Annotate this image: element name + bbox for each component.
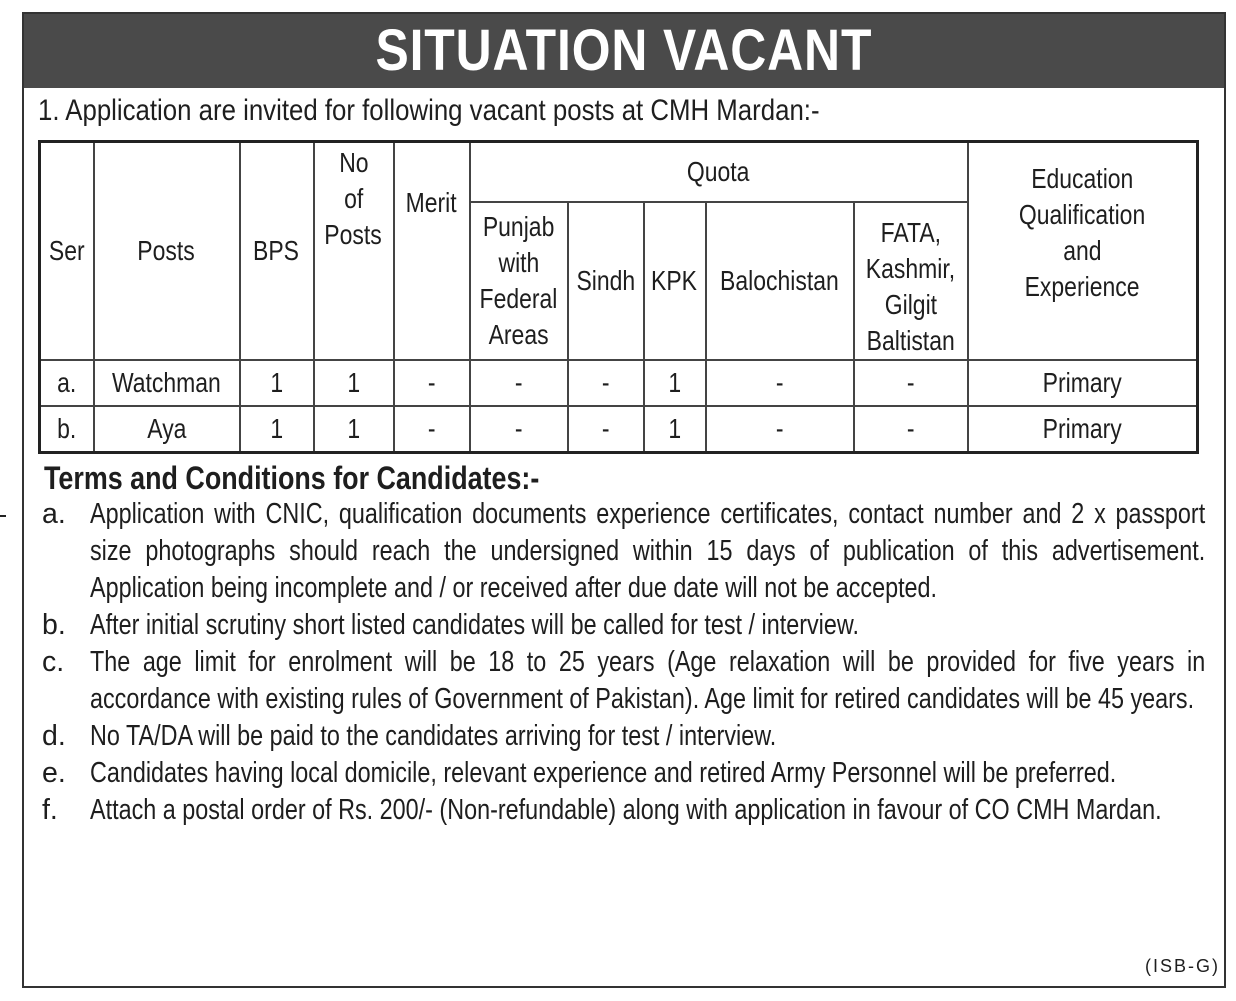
header-balochistan [706, 202, 854, 361]
term-letter: e. [42, 757, 66, 789]
list-item [40, 755, 1204, 792]
header-quota [470, 142, 968, 202]
cell-sindh-value: - [601, 367, 610, 399]
header-bps-label: BPS [253, 235, 300, 267]
cell-no-of-posts [314, 406, 394, 452]
cell-post [94, 360, 240, 406]
term-letter: f. [42, 794, 58, 826]
term-text: No TA/DA will be paid to the candidates arriving for test / interview. [90, 720, 777, 752]
page-title: SITUATION VACANT [375, 18, 873, 83]
term-text: Attach a postal order of Rs. 200/- (Non-refundable) along with application in favour of CO CMH Mardan. [90, 794, 1162, 826]
header-quota-label: Quota [687, 155, 750, 187]
cell-no-of-posts [314, 360, 394, 406]
header-no-of-posts-line: No [338, 147, 369, 178]
header-no-of-posts-line: Posts [324, 219, 383, 250]
header-no-of-posts [314, 142, 394, 361]
term-letter: d. [42, 720, 66, 752]
header-kpk-label: KPK [651, 264, 698, 296]
cell-post-value: Watchman [112, 367, 221, 399]
list-item [40, 496, 1204, 607]
cell-merit [394, 360, 470, 406]
term-text: After initial scrutiny short listed candidates will be called for test / interview. [90, 609, 859, 641]
cell-fata-value: - [906, 367, 915, 399]
cell-balochistan [706, 360, 854, 406]
header-education-line: and [1063, 235, 1102, 266]
cell-bps [240, 406, 314, 452]
list-item [40, 718, 1204, 755]
list-item [40, 792, 1204, 829]
cell-kpk [644, 360, 706, 406]
term-letter: b. [42, 609, 66, 641]
cell-ser [40, 406, 94, 452]
cell-fata [854, 406, 968, 452]
terms-list [40, 496, 1204, 829]
term-text: Application with CNIC, qualification documents experience certificates, contact number and 2 x passport size photographs should reach the undersigned within 15 days of publication of this advertisement. Application being incomplete and / or received after due date will not be accepted. [90, 498, 1206, 604]
term-letter: a. [42, 498, 66, 530]
header-bps [240, 142, 314, 361]
cell-no-of-posts-value: 1 [347, 413, 360, 445]
cell-education-value: Primary [1042, 367, 1122, 399]
cell-punjab-value: - [514, 413, 523, 445]
header-kpk [644, 202, 706, 361]
cell-merit-value: - [427, 413, 436, 445]
header-punjab-line: Punjab [482, 210, 555, 242]
header-merit-label: Merit [405, 187, 458, 218]
cell-merit [394, 406, 470, 452]
vacancy-table [38, 140, 1199, 454]
header-balochistan-label: Balochistan [720, 264, 839, 296]
cell-merit-value: - [427, 367, 436, 399]
reference-code: (ISB-G) [1145, 956, 1220, 976]
cell-kpk-value: 1 [668, 413, 681, 445]
term-text: The age limit for enrolment will be 18 to 25 years (Age relaxation will be provided for five years in accordance with existing rules of Government of Pakistan). Age limit for retired candidates will be 45 years. [90, 646, 1206, 715]
table-row [40, 360, 1198, 406]
intro-text: 1. Application are invited for following vacant posts at CMH Mardan:- [38, 94, 820, 127]
header-ser-label: Ser [48, 235, 85, 267]
cell-punjab-value: - [514, 367, 523, 399]
header-fata-line: FATA, [880, 217, 941, 249]
header-fata-line: Kashmir, [865, 253, 956, 285]
cell-education [968, 406, 1198, 452]
header-sindh [568, 202, 644, 361]
cell-punjab [470, 360, 568, 406]
header-punjab-line: with [498, 246, 539, 278]
header-no-of-posts-line: of [343, 183, 364, 214]
header-education-line: Experience [1024, 271, 1140, 302]
header-education [968, 142, 1198, 361]
header-ser [40, 142, 94, 361]
header-fata [854, 202, 968, 361]
cell-kpk-value: 1 [668, 367, 681, 399]
table-row [40, 406, 1198, 452]
cell-post [94, 406, 240, 452]
header-posts [94, 142, 240, 361]
header-punjab-line: Federal [479, 282, 558, 314]
cell-fata [854, 360, 968, 406]
cell-ser-value: a. [57, 367, 77, 399]
cell-ser-value: b. [57, 413, 77, 445]
list-item [40, 644, 1204, 718]
page-edge-mark [0, 515, 6, 517]
cell-no-of-posts-value: 1 [347, 367, 360, 399]
header-punjab-line: Areas [488, 318, 549, 350]
cell-education-value: Primary [1042, 413, 1122, 445]
terms-heading: Terms and Conditions for Candidates:- [44, 460, 540, 496]
cell-fata-value: - [906, 413, 915, 445]
cell-ser [40, 360, 94, 406]
title-banner [24, 14, 1224, 88]
table-header-row [40, 142, 1198, 202]
cell-bps-value: 1 [270, 367, 283, 399]
header-merit [394, 142, 470, 361]
header-sindh-label: Sindh [576, 264, 635, 296]
cell-balochistan-value: - [775, 367, 784, 399]
cell-sindh-value: - [601, 413, 610, 445]
cell-sindh [568, 406, 644, 452]
list-item [40, 607, 1204, 644]
header-fata-line: Baltistan [866, 325, 955, 357]
term-letter: c. [42, 646, 65, 678]
cell-balochistan-value: - [775, 413, 784, 445]
header-education-line: Education [1031, 163, 1134, 194]
term-text: Candidates having local domicile, relevant experience and retired Army Personnel will be preferred. [90, 757, 1117, 789]
cell-balochistan [706, 406, 854, 452]
cell-punjab [470, 406, 568, 452]
header-punjab [470, 202, 568, 361]
cell-bps [240, 360, 314, 406]
cell-bps-value: 1 [270, 413, 283, 445]
header-posts-label: Posts [137, 235, 196, 267]
cell-sindh [568, 360, 644, 406]
header-fata-line: Gilgit [884, 289, 937, 321]
cell-post-value: Aya [146, 413, 187, 445]
header-education-line: Qualification [1019, 199, 1146, 230]
cell-kpk [644, 406, 706, 452]
cell-education [968, 360, 1198, 406]
